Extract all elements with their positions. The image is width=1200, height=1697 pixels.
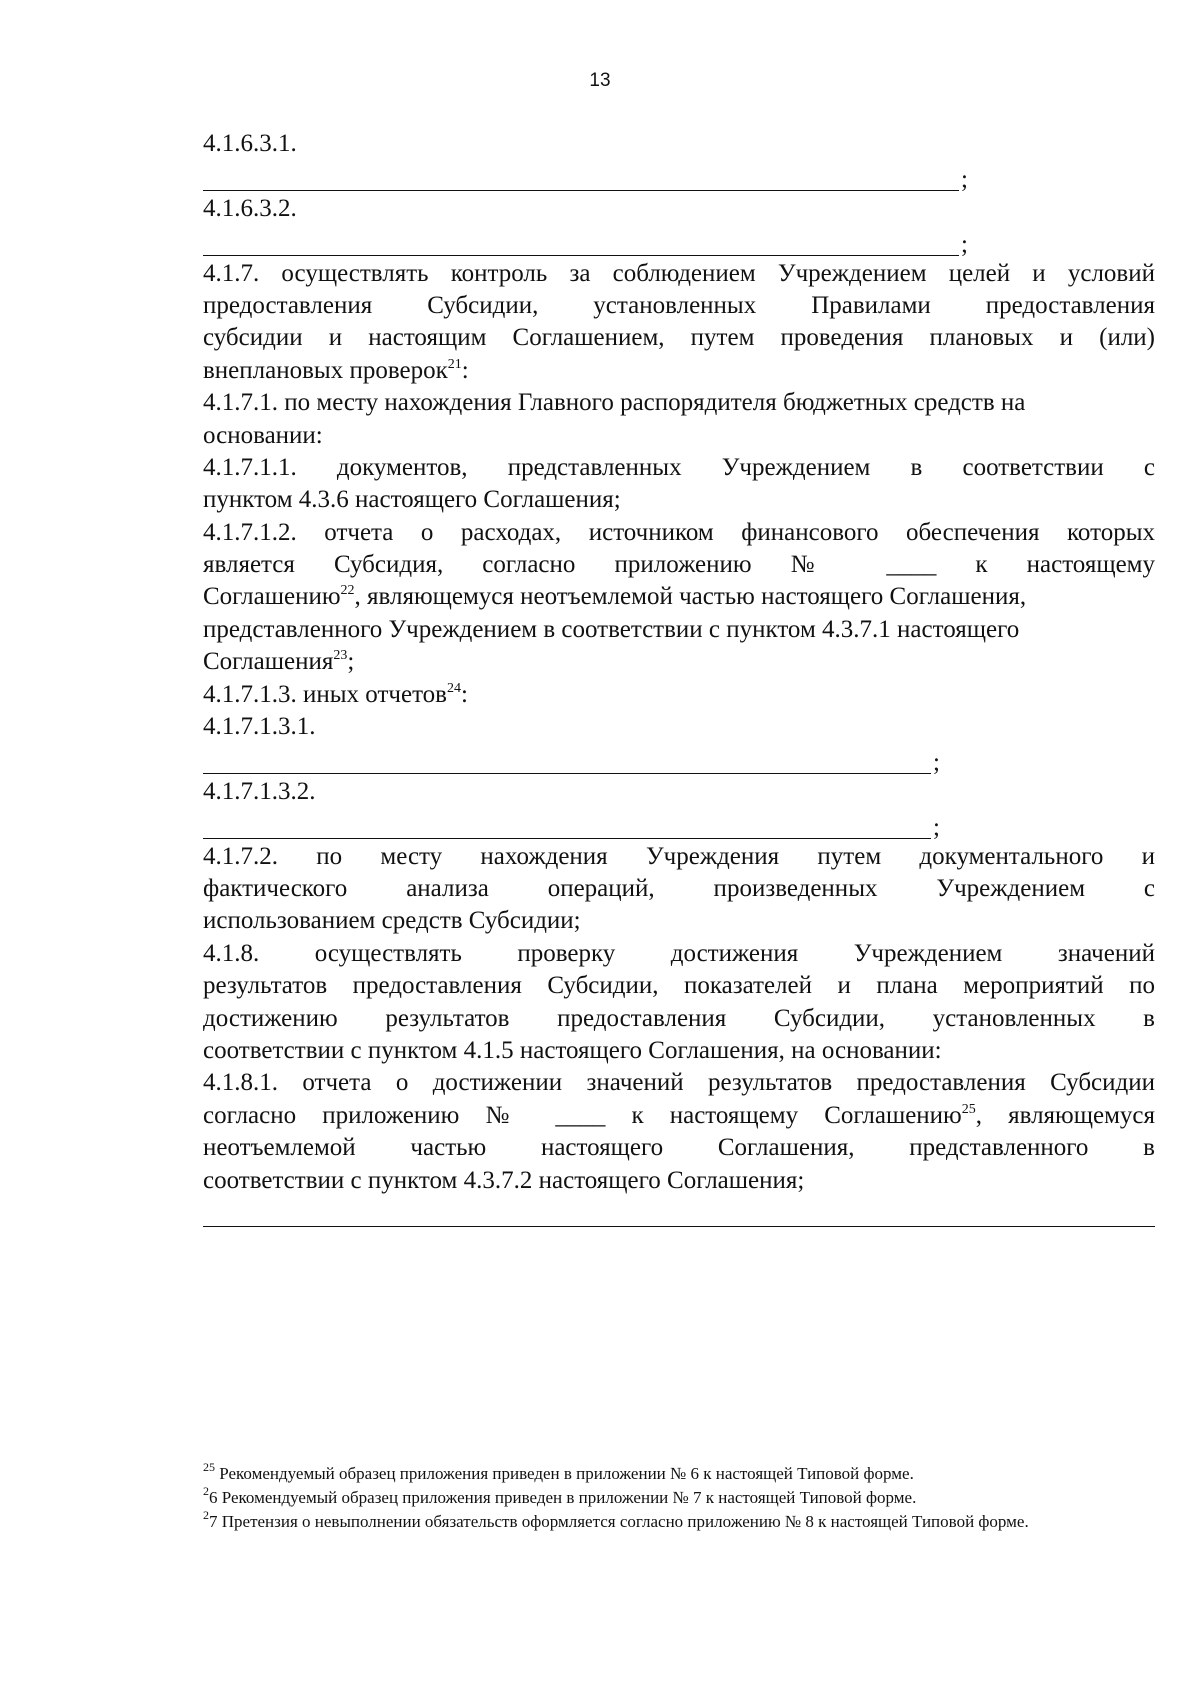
document-body	[203, 128, 1155, 1197]
footnote-26: $^2$6 Рекомендуемый образец приложения приведен в приложении № 7 к настоящей Типовой форме.	[203, 1484, 917, 1507]
footnote-ref: 23	[333, 648, 348, 664]
fill-in-blank: ;	[203, 743, 1155, 775]
paragraph-4-1-7-2: 4.1.7.2. по месту нахождения Учреждения путем документального и фактического анализа операций, произведенных Учреждением с использованием средств Субсидии;	[203, 842, 1155, 935]
paragraph-4-1-7-1-3: 4.1.7.1.3. иных отчетов$^{24}$:	[203, 680, 468, 708]
footnote-ref: 22	[340, 583, 355, 599]
footnote-25: $^{25}$ Рекомендуемый образец приложения приведен в приложении № 6 к настоящей Типовой форме.	[203, 1460, 914, 1483]
item-4-1-6-3-2: 4.1.6.3.2.	[203, 194, 297, 222]
footnotes	[203, 1462, 1155, 1534]
paragraph-4-1-8-1: 4.1.8.1. отчета о достижении значений результатов предоставления Субсидии согласно приложению № ____ к настоящему Соглашению$^{25}$, являющемуся неотъемлемой частью настоящего Соглашения, представленного в соответствии с пунктом 4.3.7.2 настоящего Соглашения;	[203, 1069, 1155, 1194]
body-end-rule	[203, 1226, 1155, 1227]
footnote-ref: 24	[446, 680, 461, 696]
item-4-1-7-1-3-2: 4.1.7.1.3.2.	[203, 777, 316, 805]
paragraph-4-1-7-1-1: 4.1.7.1.1. документов, представленных Учреждением в соответствии с пунктом 4.3.6 настоящего Соглашения;	[203, 453, 1155, 514]
fill-in-blank: ;	[203, 225, 1155, 257]
paragraph-4-1-7-1-2: 4.1.7.1.2. отчета о расходах, источником финансового обеспечения которых является Субсидия, согласно приложению № ____ к настоящему Соглашению$^{22}$, являющемуся неотъемлемой частью настоящего Соглашения, представленного Учреждением в соответствии с пунктом 4.3.7.1 настоящего Соглашения$^{23}$;	[203, 518, 1155, 676]
footnote-27: $^2$7 Претензия о невыполнении обязательств оформляется согласно приложению № 8 к настоящей Типовой форме.	[203, 1508, 1029, 1531]
item-4-1-6-3-1: 4.1.6.3.1.	[203, 130, 297, 157]
footnote-ref: 25	[961, 1101, 976, 1117]
fill-in-blank: ;	[203, 808, 1155, 840]
page-number: 13	[589, 70, 611, 91]
fill-in-blank: ;	[203, 160, 1155, 192]
footnote-ref: 21	[447, 356, 462, 372]
item-4-1-7-1-3-1: 4.1.7.1.3.1.	[203, 713, 316, 741]
paragraph-4-1-7: 4.1.7. осуществлять контроль за соблюдением Учреждением целей и условий предоставления Субсидии, установленных Правилами предоставления субсидии и настоящим Соглашением, путем проведения плановых и (или) внеплановых проверок$^{21}$:	[203, 259, 1155, 384]
paragraph-4-1-7-1: 4.1.7.1. по месту нахождения Главного распорядителя бюджетных средств на основании:	[203, 389, 1026, 449]
paragraph-4-1-8: 4.1.8. осуществлять проверку достижения Учреждением значений результатов предоставления Субсидии, показателей и плана мероприятий по достижению результатов предоставления Субсидии, установленных в соответствии с пунктом 4.1.5 настоящего Соглашения, на основании:	[203, 939, 1155, 1064]
